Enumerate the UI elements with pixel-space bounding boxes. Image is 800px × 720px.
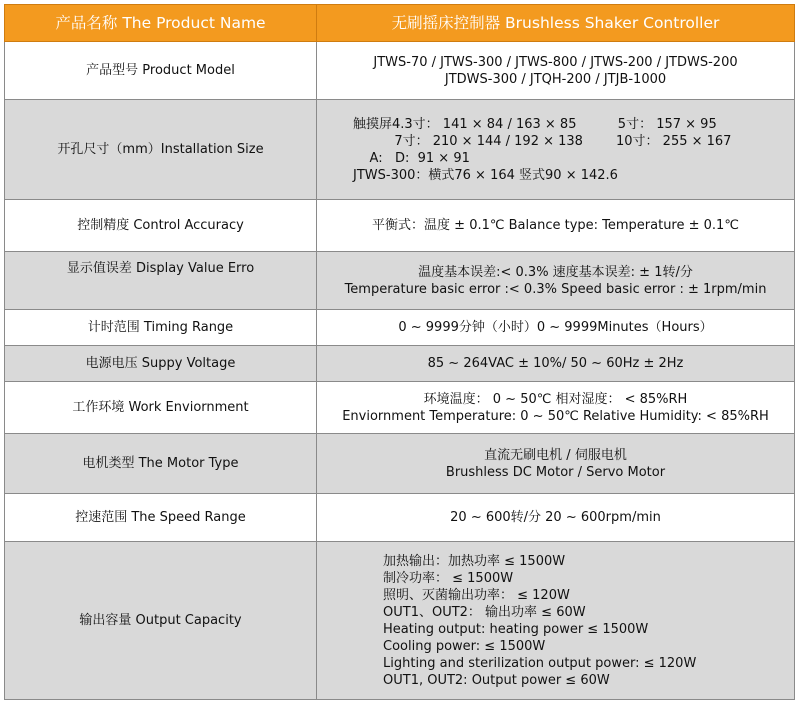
- row-motor-type: [5, 434, 795, 494]
- supply-voltage-label: 电源电压 Suppy Voltage: [5, 346, 317, 382]
- display-error-label: 显示值误差 Display Value Erro: [5, 252, 317, 310]
- installation-size-line: 触摸屏4.3寸： 141 × 84 / 163 × 85 5寸： 157 × 95: [353, 116, 717, 132]
- row-display-error: [5, 252, 795, 310]
- output-capacity-line: Heating output: heating power ≤ 1500W: [383, 621, 649, 637]
- product-model-value: [317, 42, 795, 100]
- timing-range-value: [317, 310, 795, 346]
- row-output-capacity: [5, 542, 795, 700]
- spec-table: [4, 4, 795, 700]
- supply-voltage-value: [317, 346, 795, 382]
- output-capacity-label: 输出容量 Output Capacity: [5, 542, 317, 700]
- product-model-line: JTWS-70 / JTWS-300 / JTWS-800 / JTWS-200 / JTDWS-200: [373, 54, 738, 70]
- work-environment-line: Enviornment Temperature: 0 ~ 50℃ Relative Humidity: < 85%RH: [342, 408, 769, 424]
- header-row: [5, 5, 795, 42]
- output-capacity-line: 照明、灭菌输出功率： ≤ 120W: [383, 587, 570, 603]
- speed-range-label: 控速范围 The Speed Range: [5, 494, 317, 542]
- installation-size-line: A: D: 91 × 91: [353, 150, 470, 166]
- speed-range-value: [317, 494, 795, 542]
- work-environment-label: 工作环境 Work Enviornment: [5, 382, 317, 434]
- output-capacity-line: 加热输出：加热功率 ≤ 1500W: [383, 553, 566, 569]
- output-capacity-line: OUT1、OUT2： 输出功率 ≤ 60W: [383, 604, 586, 620]
- row-product-model: [5, 42, 795, 100]
- installation-size-value: [317, 100, 795, 200]
- row-work-environment: [5, 382, 795, 434]
- row-speed-range: [5, 494, 795, 542]
- motor-type-value: [317, 434, 795, 494]
- installation-size-line: JTWS-300：横式76 × 164 竖式90 × 142.6: [353, 167, 618, 183]
- row-installation-size: [5, 100, 795, 200]
- display-error-line: 温度基本误差:< 0.3% 速度基本误差: ± 1转/分: [418, 264, 693, 280]
- installation-size-line: 7寸： 210 × 144 / 192 × 138 10寸： 255 × 167: [353, 133, 732, 149]
- supply-voltage-line: 85 ~ 264VAC ± 10%/ 50 ~ 60Hz ± 2Hz: [427, 356, 684, 371]
- header-product-value: 无刷摇床控制器 Brushless Shaker Controller: [317, 5, 795, 42]
- output-capacity-value: [317, 542, 795, 700]
- row-timing-range: [5, 310, 795, 346]
- control-accuracy-value: [317, 200, 795, 252]
- output-capacity-line: Cooling power: ≤ 1500W: [383, 638, 546, 654]
- control-accuracy-label: 控制精度 Control Accuracy: [5, 200, 317, 252]
- output-capacity-line: 制冷功率： ≤ 1500W: [383, 570, 514, 586]
- product-model-label: 产品型号 Product Model: [5, 42, 317, 100]
- output-capacity-line: Lighting and sterilization output power: ≤ 120W: [383, 655, 697, 671]
- work-environment-line: 环境温度： 0 ~ 50℃ 相对湿度： < 85%RH: [423, 391, 688, 407]
- speed-range-line: 20 ~ 600转/分 20 ~ 600rpm/min: [450, 510, 661, 525]
- row-supply-voltage: [5, 346, 795, 382]
- display-error-line: Temperature basic error :< 0.3% Speed basic error : ± 1rpm/min: [344, 281, 767, 297]
- product-model-line: JTDWS-300 / JTQH-200 / JTJB-1000: [444, 71, 667, 87]
- timing-range-label: 计时范围 Timing Range: [5, 310, 317, 346]
- timing-range-line: 0 ~ 9999分钟（小时）0 ~ 9999Minutes（Hours）: [398, 320, 713, 335]
- output-capacity-line: OUT1, OUT2: Output power ≤ 60W: [383, 672, 610, 688]
- header-product-name: 产品名称 The Product Name: [5, 5, 317, 42]
- motor-type-label: 电机类型 The Motor Type: [5, 434, 317, 494]
- control-accuracy-line: 平衡式：温度 ± 0.1℃ Balance type: Temperature ± 0.1℃: [372, 218, 739, 233]
- motor-type-line: Brushless DC Motor / Servo Motor: [445, 464, 666, 480]
- installation-size-label: 开孔尺寸（mm）Installation Size: [5, 100, 317, 200]
- motor-type-line: 直流无刷电机 / 伺服电机: [484, 447, 627, 463]
- row-control-accuracy: [5, 200, 795, 252]
- display-error-value: [317, 252, 795, 310]
- work-environment-value: [317, 382, 795, 434]
